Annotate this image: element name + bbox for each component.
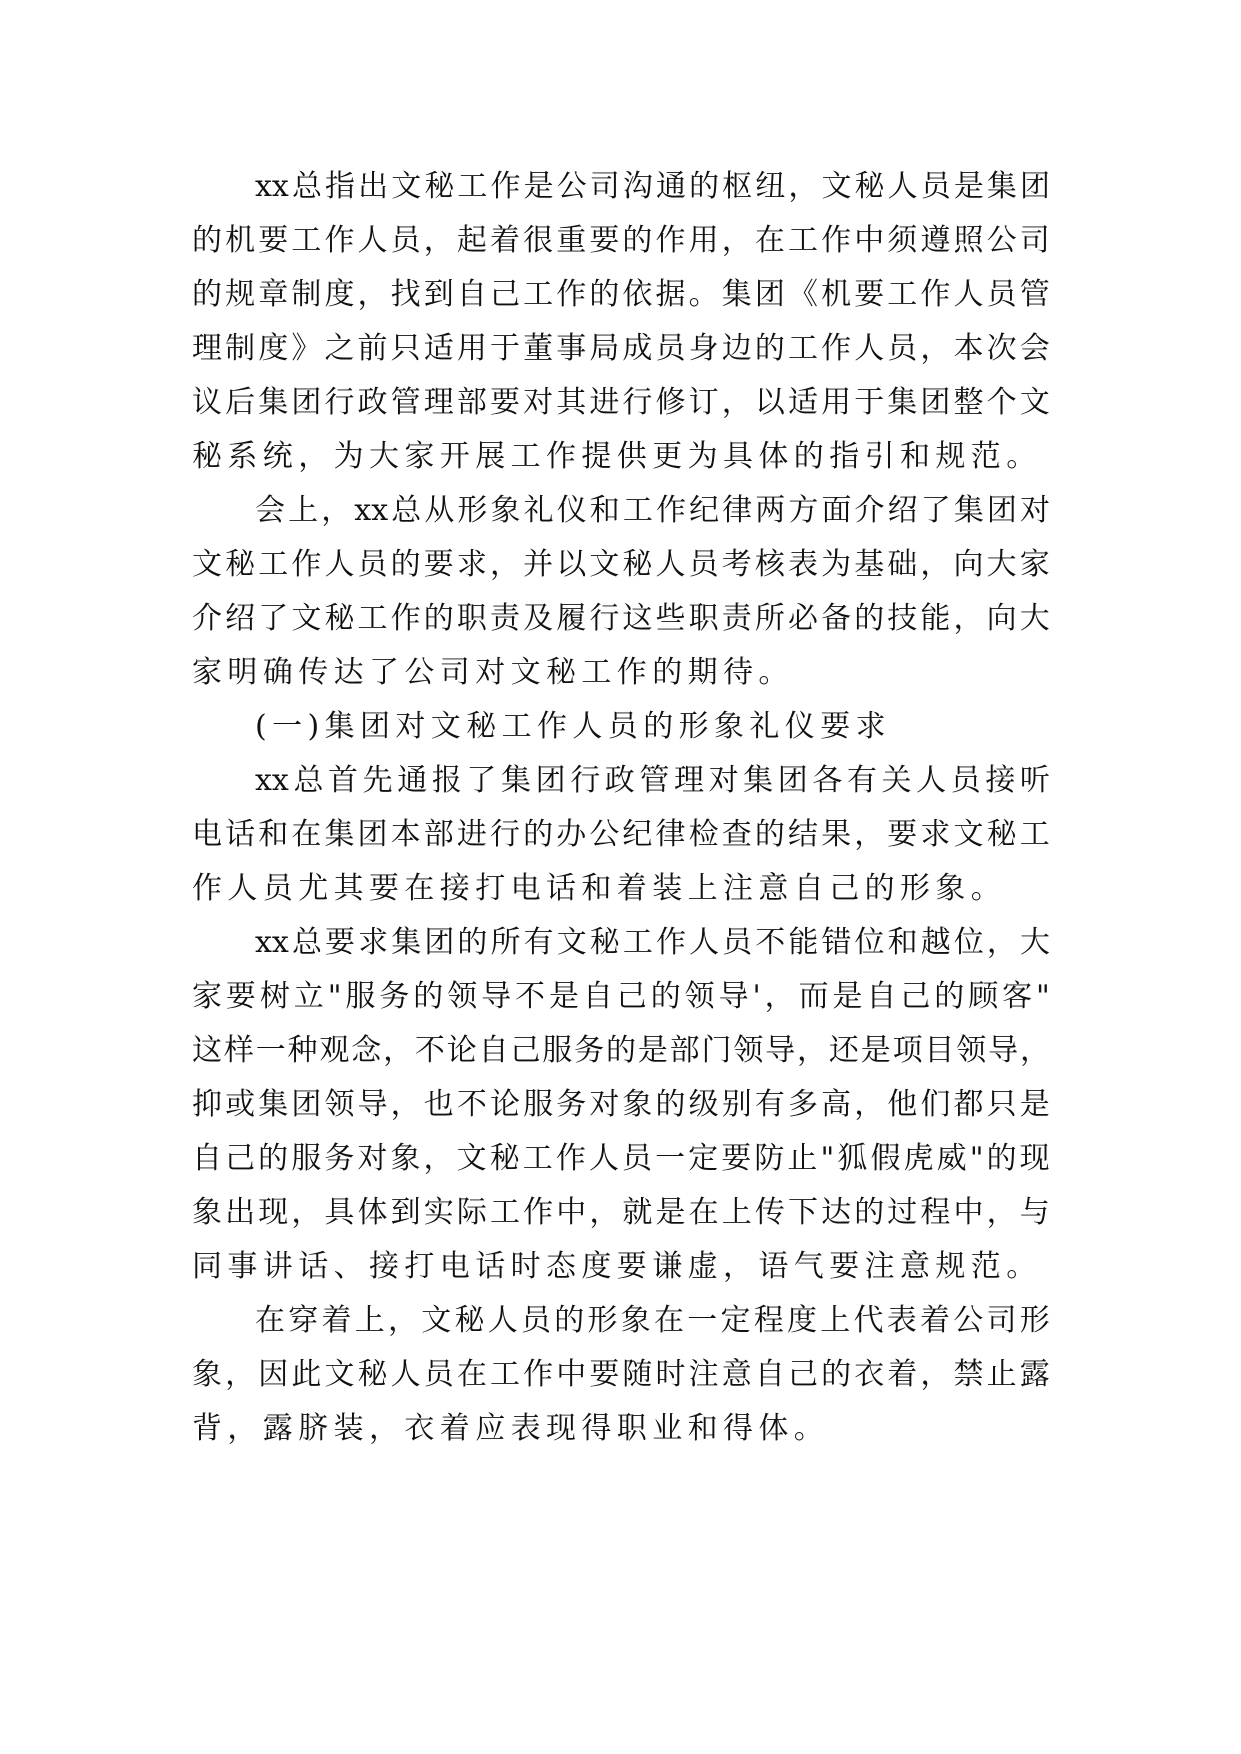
text-line: 同事讲话、接打电话时态度要谦虚，语气要注意规范。 bbox=[192, 1249, 1042, 1284]
text-line: 象 出 现 ， 具 体 到 实 际 工 作 中 ， 就 是 在 上 传 下 达 的 过 程 中 ， 与 bbox=[192, 1195, 1050, 1230]
text-line: 介 绍 了 文 秘 工 作 的 职 责 及 履 行 这 些 职 责 所 必 备 的 技 能 ， 向 大 bbox=[192, 601, 1050, 636]
text-line: 的 规 章 制 度 ， 找 到 自 己 工 作 的 依 据 。 集 团 《 机 要 工 作 人 员 管 bbox=[192, 277, 1050, 312]
text-line: 抑 或 集 团 领 导 ， 也 不 论 服 务 对 象 的 级 别 有 多 高 ， 他 们 都 只 是 bbox=[192, 1087, 1050, 1122]
text-line: 象 ， 因 此 文 秘 人 员 在 工 作 中 要 随 时 注 意 自 己 的 衣 着 ， 禁 止 露 bbox=[192, 1357, 1050, 1392]
text-line: xx 总 首 先 通 报 了 集 团 行 政 管 理 对 集 团 各 有 关 人 员 接 听 bbox=[255, 763, 1050, 798]
text-line: 背，露脐装，衣着应表现得职业和得体。 bbox=[192, 1411, 830, 1446]
paragraph-p6 bbox=[192, 1294, 1050, 1456]
text-line: 家明确传达了公司对文秘工作的期待。 bbox=[192, 655, 794, 690]
text-line: 作人员尤其要在接打电话和着装上注意自己的形象。 bbox=[192, 871, 1007, 906]
paragraph-p4 bbox=[192, 754, 1050, 916]
text-line: 家 要 树 立 " 服 务 的 领 导 不 是 自 己 的 领 导 ' ， 而 是 自 己 的 顾 客 " bbox=[192, 979, 1050, 1014]
text-line: 电 话 和 在 集 团 本 部 进 行 的 办 公 纪 律 检 查 的 结 果 ， 要 求 文 秘 工 bbox=[192, 817, 1050, 852]
text-line: 文 秘 工 作 人 员 的 要 求 ， 并 以 文 秘 人 员 考 核 表 为 基 础 ， 向 大 家 bbox=[192, 547, 1050, 582]
text-line: (一)集团对文秘工作人员的形象礼仪要求 bbox=[255, 709, 892, 744]
text-line: xx 总 要 求 集 团 的 所 有 文 秘 工 作 人 员 不 能 错 位 和 越 位 ， 大 bbox=[255, 925, 1050, 960]
text-line: 在 穿 着 上 ， 文 秘 人 员 的 形 象 在 一 定 程 度 上 代 表 着 公 司 形 bbox=[255, 1303, 1050, 1338]
text-line: 秘系统，为大家开展工作提供更为具体的指引和规范。 bbox=[192, 439, 1042, 474]
text-line: xx 总 指 出 文 秘 工 作 是 公 司 沟 通 的 枢 纽 ， 文 秘 人 员 是 集 团 bbox=[255, 169, 1050, 204]
paragraph-p5 bbox=[192, 916, 1050, 1294]
text-line: 理 制 度 》 之 前 只 适 用 于 董 事 局 成 员 身 边 的 工 作 人 员 ， 本 次 会 bbox=[192, 331, 1050, 366]
text-line: 议 后 集 团 行 政 管 理 部 要 对 其 进 行 修 订 ， 以 适 用 于 集 团 整 个 文 bbox=[192, 385, 1050, 420]
text-line: 自 己 的 服 务 对 象 ， 文 秘 工 作 人 员 一 定 要 防 止 " 狐 假 虎 威 " 的 现 bbox=[192, 1141, 1050, 1176]
text-line: 的 机 要 工 作 人 员 ， 起 着 很 重 要 的 作 用 ， 在 工 作 中 须 遵 照 公 司 bbox=[192, 223, 1050, 258]
text-line: 会 上 ， xx 总 从 形 象 礼 仪 和 工 作 纪 律 两 方 面 介 绍 了 集 团 对 bbox=[255, 493, 1050, 528]
text-line: 这 样 一 种 观 念 ， 不 论 自 己 服 务 的 是 部 门 领 导 ， 还 是 项 目 领 导 ， bbox=[192, 1033, 1050, 1068]
paragraph-p3 bbox=[192, 700, 1050, 754]
paragraph-p1 bbox=[192, 160, 1050, 484]
paragraph-p2 bbox=[192, 484, 1050, 700]
document-body bbox=[192, 160, 1050, 1456]
